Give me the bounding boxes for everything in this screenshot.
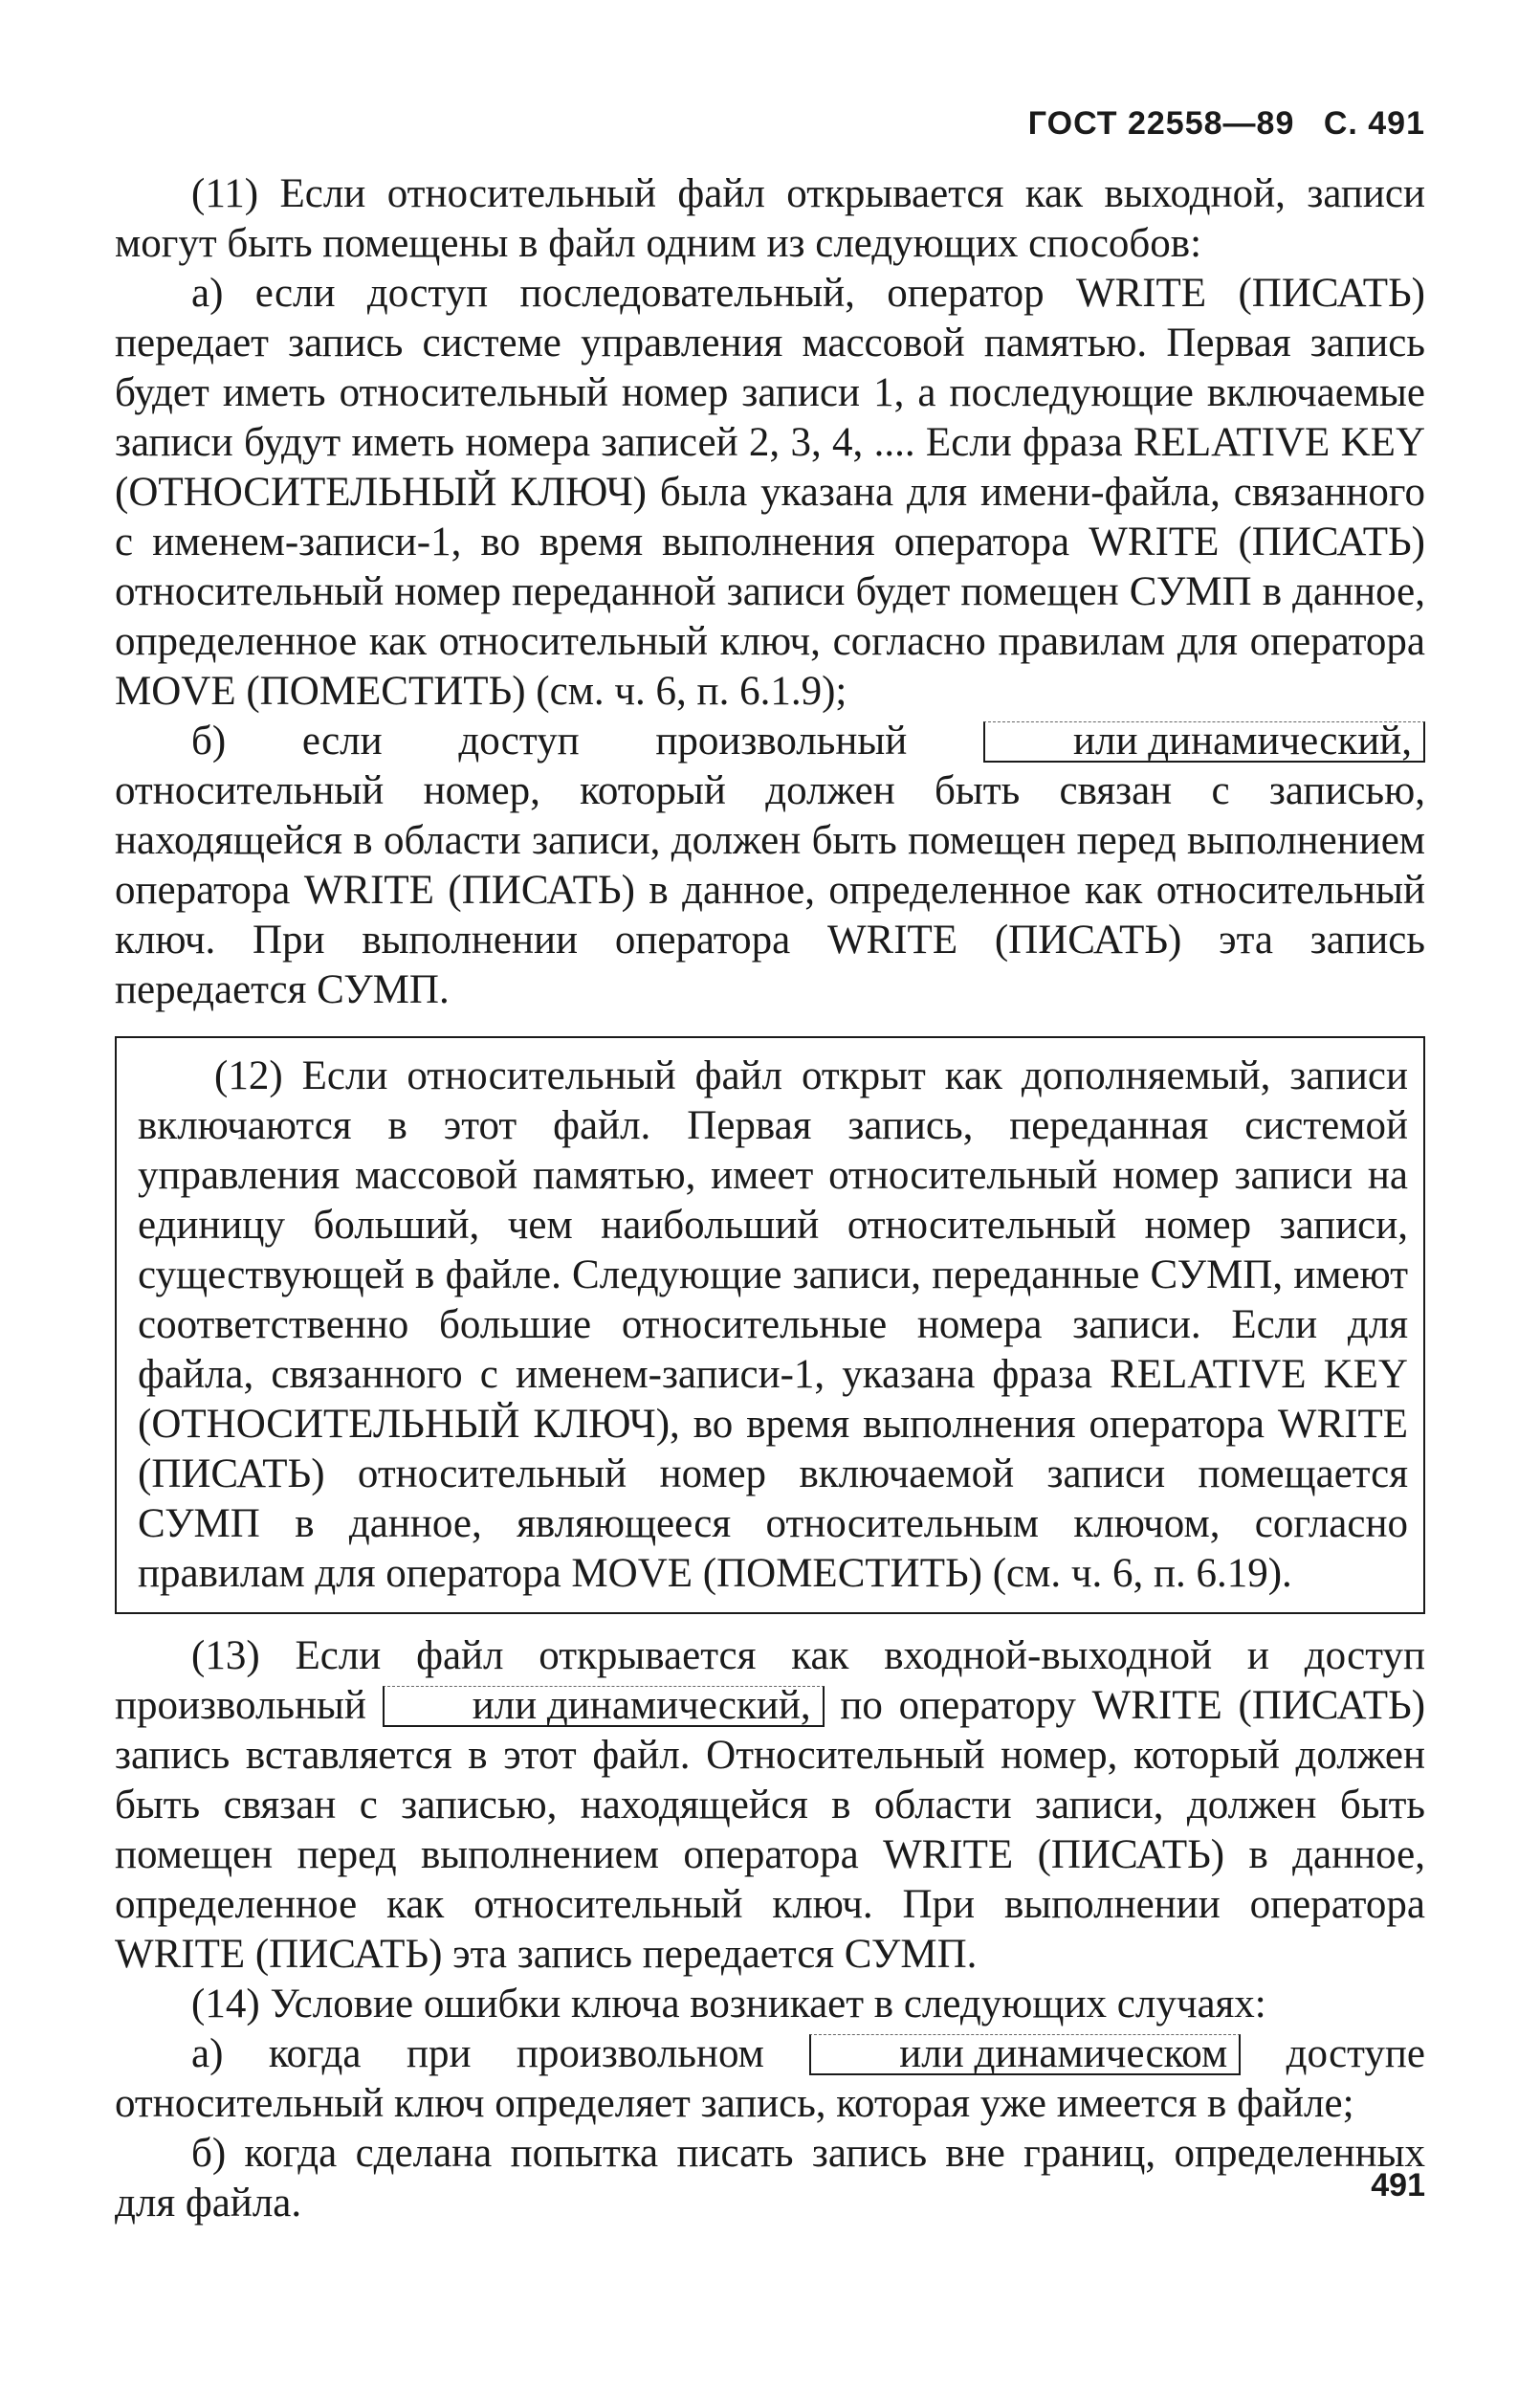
boxed-optional-text: или динамический,: [983, 721, 1425, 763]
paragraph-13-end: по оператору WRITE (ПИСАТЬ) запись вставляется в этот файл. Относительный номер, который должен быть связан с записью, находящейся в области записи, должен быть помещен перед выполнением оператора WRITE (ПИСАТЬ) в данное, определенное как относительный ключ. При выполнении оператора WRITE (ПИСАТЬ) эта запись передается СУМП.: [115, 1683, 1426, 1977]
paragraph-13: [115, 1631, 1425, 1980]
paragraph-11b-start: б) если доступ произвольный: [191, 719, 908, 764]
paragraph-14a-start: а) когда при произвольном: [191, 2031, 764, 2076]
framed-paragraph-12: [115, 1036, 1425, 1614]
standard-number: ГОСТ 22558—89: [1027, 105, 1295, 142]
paragraph-13-start: (13) Если файл открывается как входной-выходной и доступ произвольный: [115, 1633, 1425, 1728]
paragraph-12: (12) Если относительный файл открыт как дополняемый, записи включаются в этот файл. Первая запись, переданная системой управления массовой памятью, имеет относительный номер записи на единицу больший, чем наибольший относительный номер записи, существующей в файле. Следующие записи, переданные СУМП, имеют соответственно большие относительные номера записи. Если для файла, связанного с именем-записи-1, указана фраза RELATIVE KEY (ОТНОСИТЕЛЬНЫЙ КЛЮЧ), во время выполнения оператора WRITE (ПИСАТЬ) относительный номер включаемой записи помещается СУМП в данное, являющееся относительным ключом, согласно правилам для оператора MOVE (ПОМЕСТИТЬ) (см. ч. 6, п. 6.19).: [138, 1053, 1408, 1596]
page-number: 491: [1371, 2167, 1425, 2204]
paragraph-14b: б) когда сделана попытка писать запись вне границ, определенных для файла.: [115, 2131, 1425, 2226]
document-page: [115, 105, 1425, 2228]
paragraph-14: (14) Условие ошибки ключа возникает в следующих случаях:: [191, 1982, 1266, 2027]
paragraph-11a: а) если доступ последовательный, оператор WRITE (ПИСАТЬ) передает запись системе управления массовой памятью. Первая запись будет иметь относительный номер записи 1, а последующие включаемые записи будут иметь номера записей 2, 3, 4, .... Если фраза RELATIVE KEY (ОТНОСИТЕЛЬНЫЙ КЛЮЧ) была указана для имени-файла, связанного с именем-записи-1, во время выполнения оператора WRITE (ПИСАТЬ) относительный номер переданной записи будет помещен СУМП в данное, определенное как относительный ключ, согласно правилам для оператора MOVE (ПОМЕСТИТЬ) (см. ч. 6, п. 6.1.9);: [115, 271, 1425, 714]
boxed-optional-text: или динамическом: [809, 2034, 1241, 2075]
paragraph-11: (11) Если относительный файл открывается как выходной, записи могут быть помещены в файл одним из следующих способов:: [115, 171, 1425, 266]
paragraph-14a-end: доступе относительный ключ определяет запись, которая уже имеется в файле;: [115, 2031, 1425, 2126]
boxed-optional-text: или динамический,: [383, 1686, 825, 1727]
page-header: [115, 105, 1425, 143]
paragraph-11b-end: относительный номер, который должен быть связан с записью, находящейся в области записи, должен быть помещен перед выполнением оператора WRITE (ПИСАТЬ) в данное, определенное как относительный ключ. При выполнении оператора WRITE (ПИСАТЬ) эта запись передается СУМП.: [115, 768, 1425, 1012]
paragraph-11b: [115, 717, 1425, 1015]
paragraph-14a: [115, 2029, 1425, 2129]
page-label: С. 491: [1323, 105, 1425, 142]
